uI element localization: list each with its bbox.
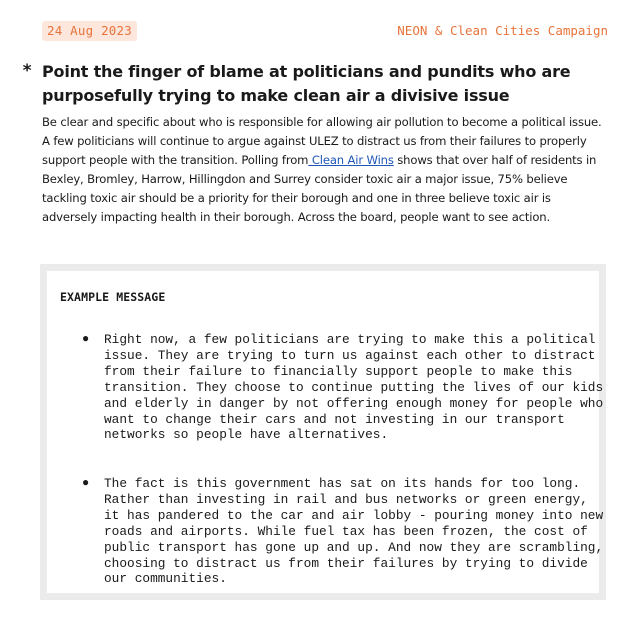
message-list-item [82,476,607,587]
bullet-dot-icon: ● [82,476,90,490]
body-text-part-1: Be clear and specific about who is responsible for allowing air pollution to become a political issue. A few politicians will continue to argue against ULEZ to distract us from their failures to properly support people with the transition. Polling from [42,115,602,167]
message-text: The fact is this government has sat on its hands for too long. Rather than investing in rail and bus networks or green energy, it has pandered to the car and air lobby - pouring money into new roads and airports. While fuel tax has been frozen, the cost of public transport has gone up and up. And now they are scrambling, choosing to distract us from their failures by trying to divide our communities. [104,476,604,587]
body-text-part-2: shows that over half of residents in Bexley, Bromley, Harrow, Hillingdon and Surrey consider toxic air a major issue, 75% believe tackling toxic air should be a priority for their borough and one in three believe toxic air is adversely impacting health in their borough. Across the board, people want to see action. [42,152,597,224]
message-list-item [82,332,607,443]
clean-air-wins-link[interactable]: Clean Air Wins [308,152,394,167]
example-message-panel [47,271,604,593]
bullet-dot-icon: ● [82,332,90,346]
section-heading: Point the finger of blame at politicians and pundits who are purposefully trying to make clean air a divisive issue [42,62,571,105]
asterisk-bullet-icon: * [22,61,33,81]
document-header [42,21,608,41]
example-message-box [40,264,606,600]
campaign-name: NEON & Clean Cities Campaign [397,23,608,38]
section-body [42,113,608,226]
date-badge: 24 Aug 2023 [42,21,137,41]
message-text: Right now, a few politicians are trying to make this a political issue. They are trying to turn us against each other to distract from their failure to financially support people to make this transition. They choose to continue putting the lives of our kids and elderly in danger by not offering enough money for people who want to change their cars and not investing in our transport networks so people have alternatives. [104,332,604,443]
example-message-title: EXAMPLE MESSAGE [60,290,166,304]
